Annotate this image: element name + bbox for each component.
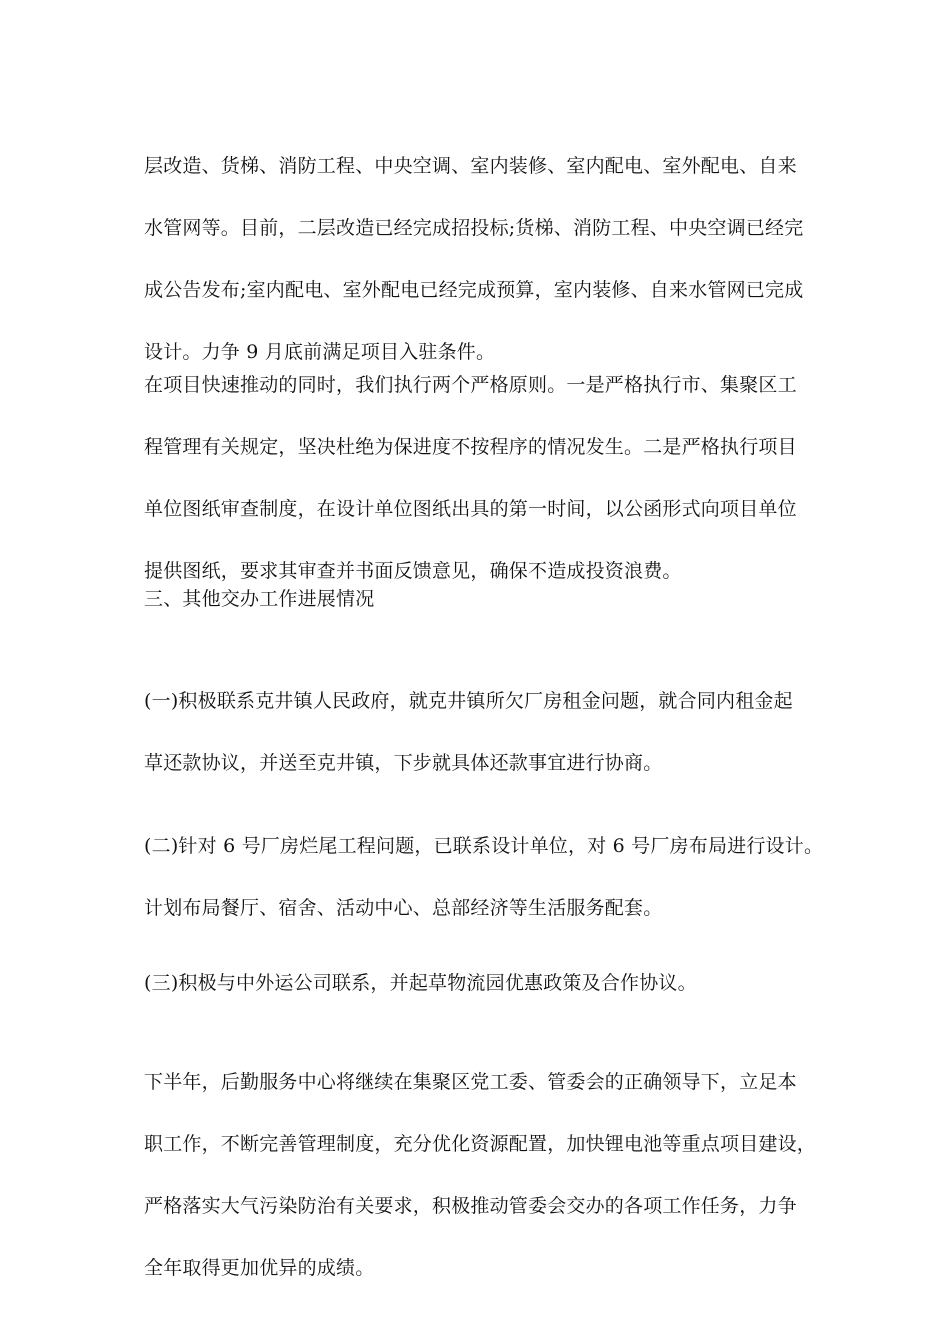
text-line: 职工作，不断完善管理制度，充分优化资源配置，加快锂电池等重点项目建设， [144,1133,817,1155]
text-line: 提供图纸，要求其审查并书面反馈意见，确保不造成投资浪费。 [144,560,682,582]
text-line: (三)积极与中外运公司联系，并起草物流园优惠政策及合作协议。 [144,972,697,994]
text-line: 全年取得更加优异的成绩。 [144,1257,375,1279]
text-line: 单位图纸审查制度，在设计单位图纸出具的第一时间，以公函形式向项目单位 [144,498,797,520]
text-line: 层改造、货梯、消防工程、中央空调、室内装修、室内配电、室外配电、自来 [144,155,797,177]
text-line: 严格落实大气污染防治有关要求，积极推动管委会交办的各项工作任务，力争 [144,1195,797,1217]
paragraph-item-two [144,800,824,955]
text-line: 下半年，后勤服务中心将继续在集聚区党工委、管委会的正确领导下，立足本 [144,1071,797,1093]
text-line: 设计。力争 9 月底前满足项目入驻条件。 [144,341,496,363]
text-line: (一)积极联系克井镇人民政府，就克井镇所欠厂房租金问题，就合同内租金起 [144,690,793,712]
text-line: (二)针对 6 号厂房烂尾工程问题，已联系设计单位，对 6 号厂房布局进行设计。 [144,835,824,857]
paragraph-item-one [144,655,816,810]
paragraph-item-three [144,937,816,1030]
text-line: 草还款协议，并送至克井镇，下步就具体还款事宜进行协商。 [144,752,663,774]
text-line: 成公告发布;室内配电、室外配电已经完成预算，室内装修、自来水管网已完成 [144,279,804,301]
paragraph-second-half-plan [144,1036,816,1315]
text-line: 在项目快速推动的同时，我们执行两个严格原则。一是严格执行市、集聚区工 [144,374,797,396]
section-heading-other-tasks [144,553,816,646]
heading-line: 三、其他交办工作进展情况 [144,588,375,610]
text-line: 计划布局餐厅、宿舍、活动中心、总部经济等生活服务配套。 [144,897,663,919]
text-line: 水管网等。目前，二层改造已经完成招投标;货梯、消防工程、中央空调已经完 [144,217,804,239]
text-line: 程管理有关规定，坚决杜绝为保进度不按程序的情况发生。二是严格执行项目 [144,436,797,458]
